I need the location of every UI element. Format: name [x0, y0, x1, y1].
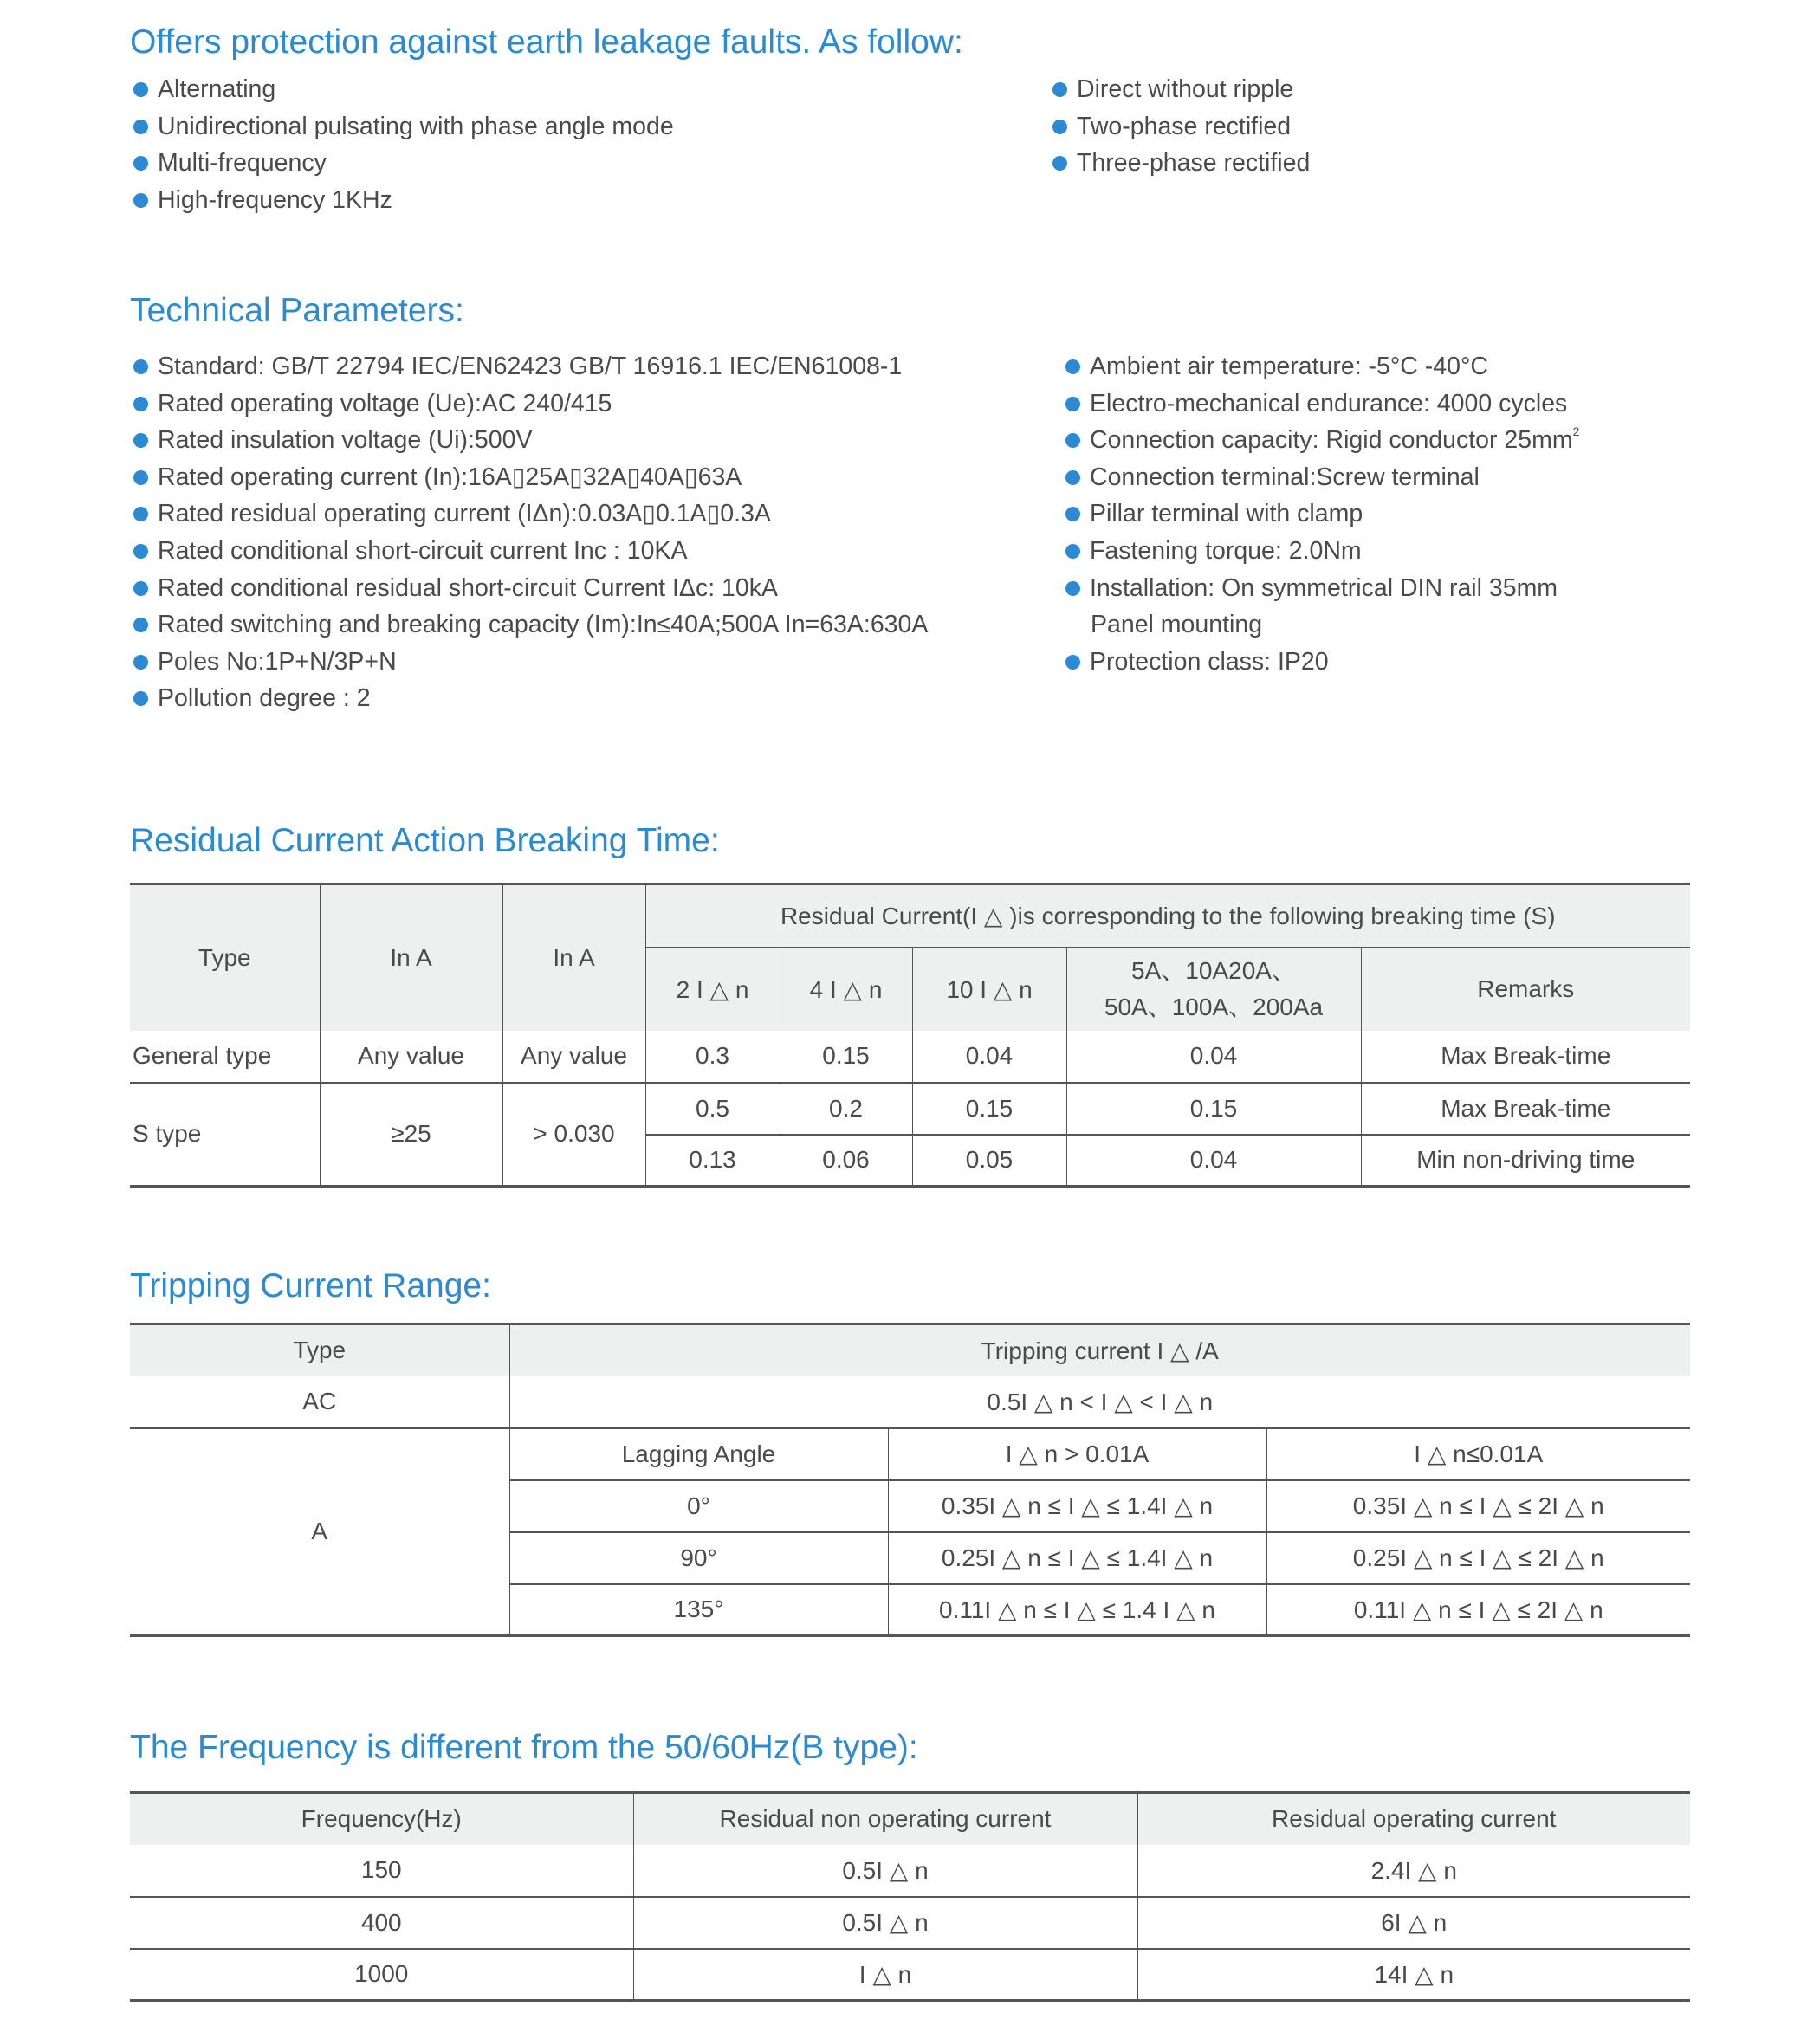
- table-row: S type ≥25 > 0.030 0.5 0.2 0.15 0.15 Max Break-time: [130, 1083, 1690, 1135]
- header-in-a-1: In A: [320, 884, 502, 1031]
- table-row: 0° 0.35I △ n ≤ I △ ≤ 1.4I △ n 0.35I △ n ≤ I △ ≤ 2I △ n: [130, 1480, 1690, 1532]
- bullet-icon: [1065, 655, 1080, 670]
- list-item: Fastening torque: 2.0Nm: [1062, 533, 1579, 570]
- bullet-icon: [133, 193, 148, 208]
- bullet-icon: [133, 156, 148, 171]
- bullet-icon: [133, 691, 148, 706]
- bullet-icon: [1065, 544, 1080, 559]
- header-tripping-current: Tripping current I △ /A: [509, 1324, 1690, 1376]
- frequency-title: The Frequency is different from the 50/60Hz(B type):: [130, 1729, 918, 1766]
- bullet-icon: [1065, 433, 1080, 448]
- bullet-icon: [1052, 156, 1067, 171]
- table-row: 90° 0.25I △ n ≤ I △ ≤ 1.4I △ n 0.25I △ n ≤ I △ ≤ 2I △ n: [130, 1532, 1690, 1584]
- list-item: Electro-mechanical endurance: 4000 cycles: [1062, 385, 1579, 423]
- bullet-icon: [133, 544, 148, 559]
- table-row: AC 0.5I △ n < I △ < I △ n: [130, 1376, 1690, 1428]
- list-item: Ambient air temperature: -5°C -40°C: [1062, 348, 1579, 385]
- list-item: Pollution degree : 2: [130, 680, 928, 717]
- list-item: Direct without ripple: [1049, 71, 1310, 108]
- list-item: Three-phase rectified: [1049, 145, 1310, 182]
- bullet-icon: [133, 507, 148, 521]
- breaking-time-table: [130, 883, 1690, 1188]
- list-item: Protection class: IP20: [1062, 644, 1579, 681]
- bullet-icon: [1065, 581, 1080, 596]
- table-row: General type Any value Any value 0.3 0.15 0.04 0.04 Max Break-time: [130, 1031, 1690, 1083]
- list-item-continuation: Panel mounting: [1091, 611, 1263, 639]
- list-item: Connection terminal:Screw terminal: [1062, 459, 1579, 496]
- header-row: [130, 1793, 1690, 1845]
- header-2-idn: 2 I △ n: [645, 948, 780, 1031]
- superscript: 2: [1572, 424, 1580, 439]
- bullet-icon: [1065, 507, 1080, 521]
- header-type: Type: [198, 943, 251, 971]
- tripping-title: Tripping Current Range:: [130, 1267, 491, 1304]
- list-item: Poles No:1P+N/3P+N: [130, 644, 928, 681]
- header-frequency: Frequency(Hz): [301, 1805, 462, 1833]
- technical-title: Technical Parameters:: [130, 292, 464, 329]
- protection-title: Offers protection against earth leakage faults. As follow:: [130, 23, 963, 61]
- header-ranges: 5A、10A20A、 50A、100A、200Aa: [1066, 948, 1361, 1031]
- bullet-icon: [133, 581, 148, 596]
- header-row: [130, 884, 1690, 948]
- bullet-icon: [133, 397, 148, 411]
- bullet-icon: [1052, 82, 1067, 97]
- header-in-a-2: In A: [502, 884, 645, 1031]
- list-item: Unidirectional pulsating with phase angle mode: [130, 108, 674, 146]
- header-type: Type: [293, 1337, 347, 1364]
- bullet-icon: [1052, 120, 1067, 134]
- bullet-icon: [133, 120, 148, 134]
- list-item: Multi-frequency: [130, 145, 674, 182]
- header-group: Residual Current(I △ )is corresponding to the following breaking time (S): [645, 884, 1690, 948]
- list-item: Rated switching and breaking capacity (Im):In≤40A;500A In=63A:630A: [130, 606, 928, 644]
- list-item: Alternating: [130, 71, 674, 108]
- bullet-icon: [1065, 397, 1080, 411]
- tripping-table: [130, 1323, 1690, 1637]
- header-10-idn: 10 I △ n: [912, 948, 1066, 1031]
- table-row: 400 0.5I △ n 6I △ n: [130, 1897, 1690, 1949]
- header-remarks: Remarks: [1361, 948, 1690, 1031]
- list-item: Rated insulation voltage (Ui):500V: [130, 422, 928, 459]
- list-item: Rated operating current (In):16A▯25A▯32A▯40A▯63A: [130, 459, 928, 496]
- table-row: 150 0.5I △ n 2.4I △ n: [130, 1845, 1690, 1897]
- technical-list-left: [130, 348, 928, 717]
- bullet-icon: [1065, 359, 1080, 374]
- list-item: Installation: On symmetrical DIN rail 35mm: [1062, 570, 1579, 607]
- header-4-idn: 4 I △ n: [780, 948, 912, 1031]
- bullet-icon: [1065, 470, 1080, 485]
- table-row: 1000 I △ n 14I △ n: [130, 1949, 1690, 2001]
- bullet-icon: [133, 433, 148, 448]
- table-row: A Lagging Angle I △ n > 0.01A I △ n≤0.01A: [130, 1428, 1690, 1480]
- list-item: Rated conditional residual short-circuit Current IΔc: 10kA: [130, 570, 928, 607]
- list-item: Two-phase rectified: [1049, 108, 1310, 146]
- list-item: Pillar terminal with clamp: [1062, 495, 1579, 533]
- list-item: Connection capacity: Rigid conductor $25mm^2$: [1062, 422, 1579, 459]
- list-item: Rated operating voltage (Ue):AC 240/415: [130, 385, 928, 423]
- bullet-icon: [133, 618, 148, 632]
- table-row: 0.13 0.06 0.05 0.04 Min non-driving time: [130, 1135, 1690, 1187]
- bullet-icon: [133, 82, 148, 97]
- header-row: [130, 1324, 1690, 1376]
- list-item: Rated residual operating current (IΔn):0.03A▯0.1A▯0.3A: [130, 495, 928, 533]
- list-item: Rated conditional short-circuit current Inc : 10KA: [130, 533, 928, 570]
- frequency-table: [130, 1791, 1690, 2002]
- breaking-time-title: Residual Current Action Breaking Time:: [130, 822, 720, 859]
- list-item: Standard: GB/T 22794 IEC/EN62423 GB/T 16916.1 IEC/EN61008-1: [130, 348, 928, 385]
- technical-list-right: [1062, 348, 1579, 680]
- table-row: 135° 0.11I △ n ≤ I △ ≤ 1.4 I △ n 0.11I △ n ≤ I △ ≤ 2I △ n: [130, 1584, 1690, 1636]
- header-operating: Residual operating current: [1137, 1793, 1690, 1845]
- bullet-icon: [133, 359, 148, 374]
- protection-list-left: [130, 71, 674, 218]
- bullet-icon: [133, 470, 148, 485]
- list-item: High-frequency 1KHz: [130, 182, 674, 219]
- protection-list-right: [1049, 71, 1310, 182]
- header-non-operating: Residual non operating current: [633, 1793, 1137, 1845]
- bullet-icon: [133, 655, 148, 670]
